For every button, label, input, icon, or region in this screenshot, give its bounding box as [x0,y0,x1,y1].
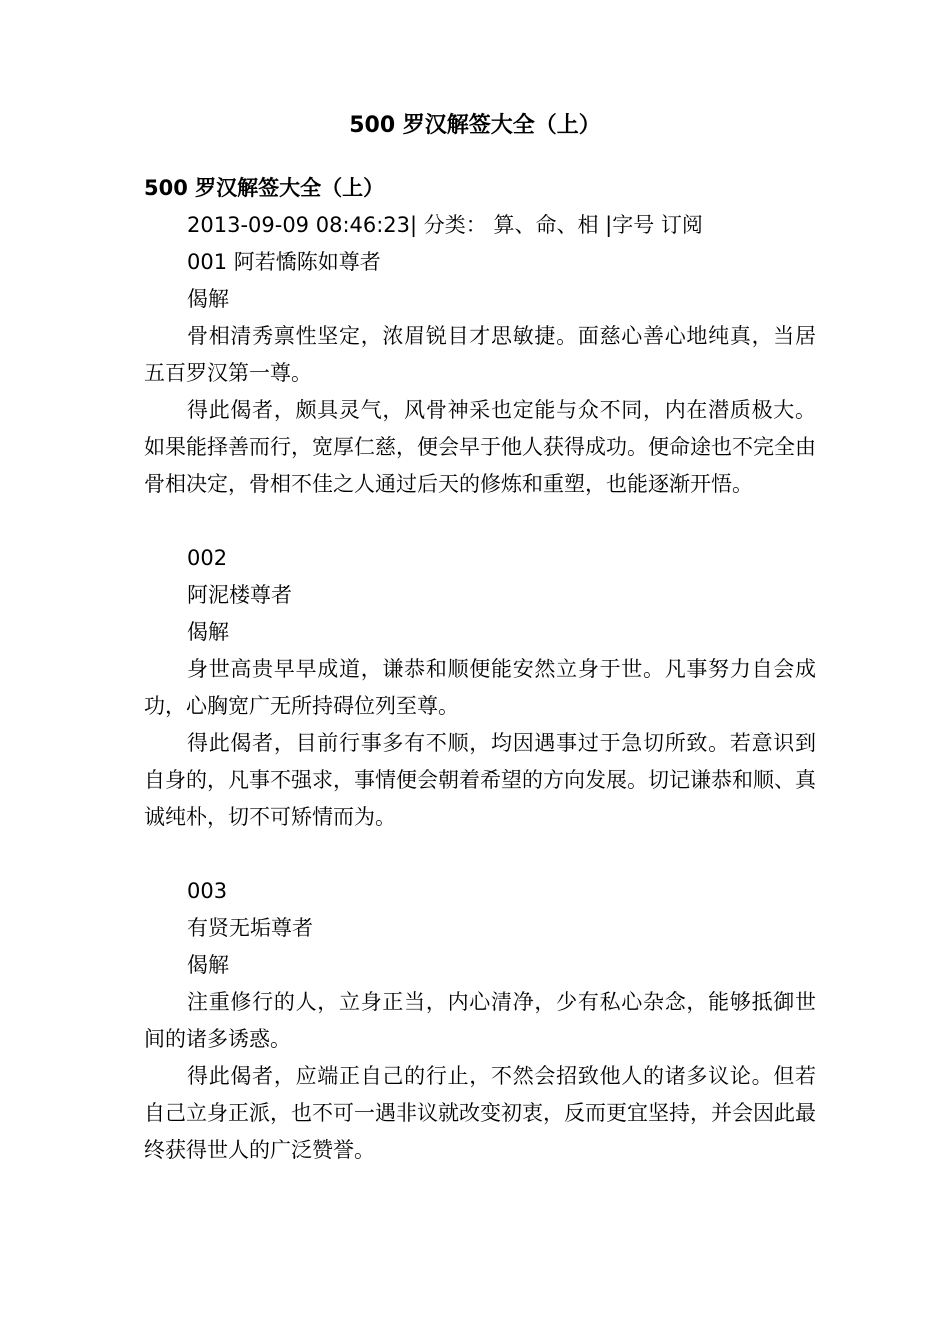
entry-heading: 偈解 [187,953,229,977]
document-title: 500 罗汉解签大全（上） [349,113,601,138]
article-title: 500 罗汉解签大全（上） [144,176,385,200]
entry-paragraph: 注重修行的人，立身正当，内心清净，少有私心杂念，能够抵御世间的诸多诱惑。 [144,990,816,1051]
entry-heading: 偈解 [187,620,229,644]
entry-002 [144,540,816,836]
entry-paragraph: 得此偈者，应端正自己的行止，不然会招致他人的诸多议论。但若自己立身正派，也不可一遇非议就改变初衷，反而更宜坚持，并会因此最终获得世人的广泛赞誉。 [144,1064,816,1162]
spacer [144,503,816,540]
entry-paragraph: 身世高贵早早成道，谦恭和顺便能安然立身于世。凡事努力自会成功，心胸宽广无所持碍位列至尊。 [144,657,816,718]
entry-number: 003 [187,879,228,903]
entry-name: 有贤无垢尊者 [187,916,313,940]
entry-003 [144,873,816,1169]
entry-number: 001 阿若憍陈如尊者 [187,250,381,274]
entry-paragraph: 得此偈者，颇具灵气，风骨神采也定能与众不同，内在潜质极大。如果能择善而行，宽厚仁慈，便会早于他人获得成功。便命途也不完全由骨相决定，骨相不佳之人通过后天的修炼和重塑，也能逐渐开悟。 [144,398,816,496]
article-meta: 2013-09-09 08:46:23| 分类： 算、命、相 |字号 订阅 [187,213,703,237]
entry-number: 002 [187,546,228,570]
document-body [144,170,816,1169]
entry-name: 阿泥楼尊者 [187,583,292,607]
spacer [144,836,816,873]
entry-paragraph: 得此偈者，目前行事多有不顺，均因遇事过于急切所致。若意识到自身的，凡事不强求，事情便会朝着希望的方向发展。切记谦恭和顺、真诚纯朴，切不可矫情而为。 [144,731,816,829]
entry-001 [144,244,816,503]
entry-paragraph: 骨相清秀禀性坚定，浓眉锐目才思敏捷。面慈心善心地纯真，当居五百罗汉第一尊。 [144,324,816,385]
entry-heading: 偈解 [187,287,229,311]
